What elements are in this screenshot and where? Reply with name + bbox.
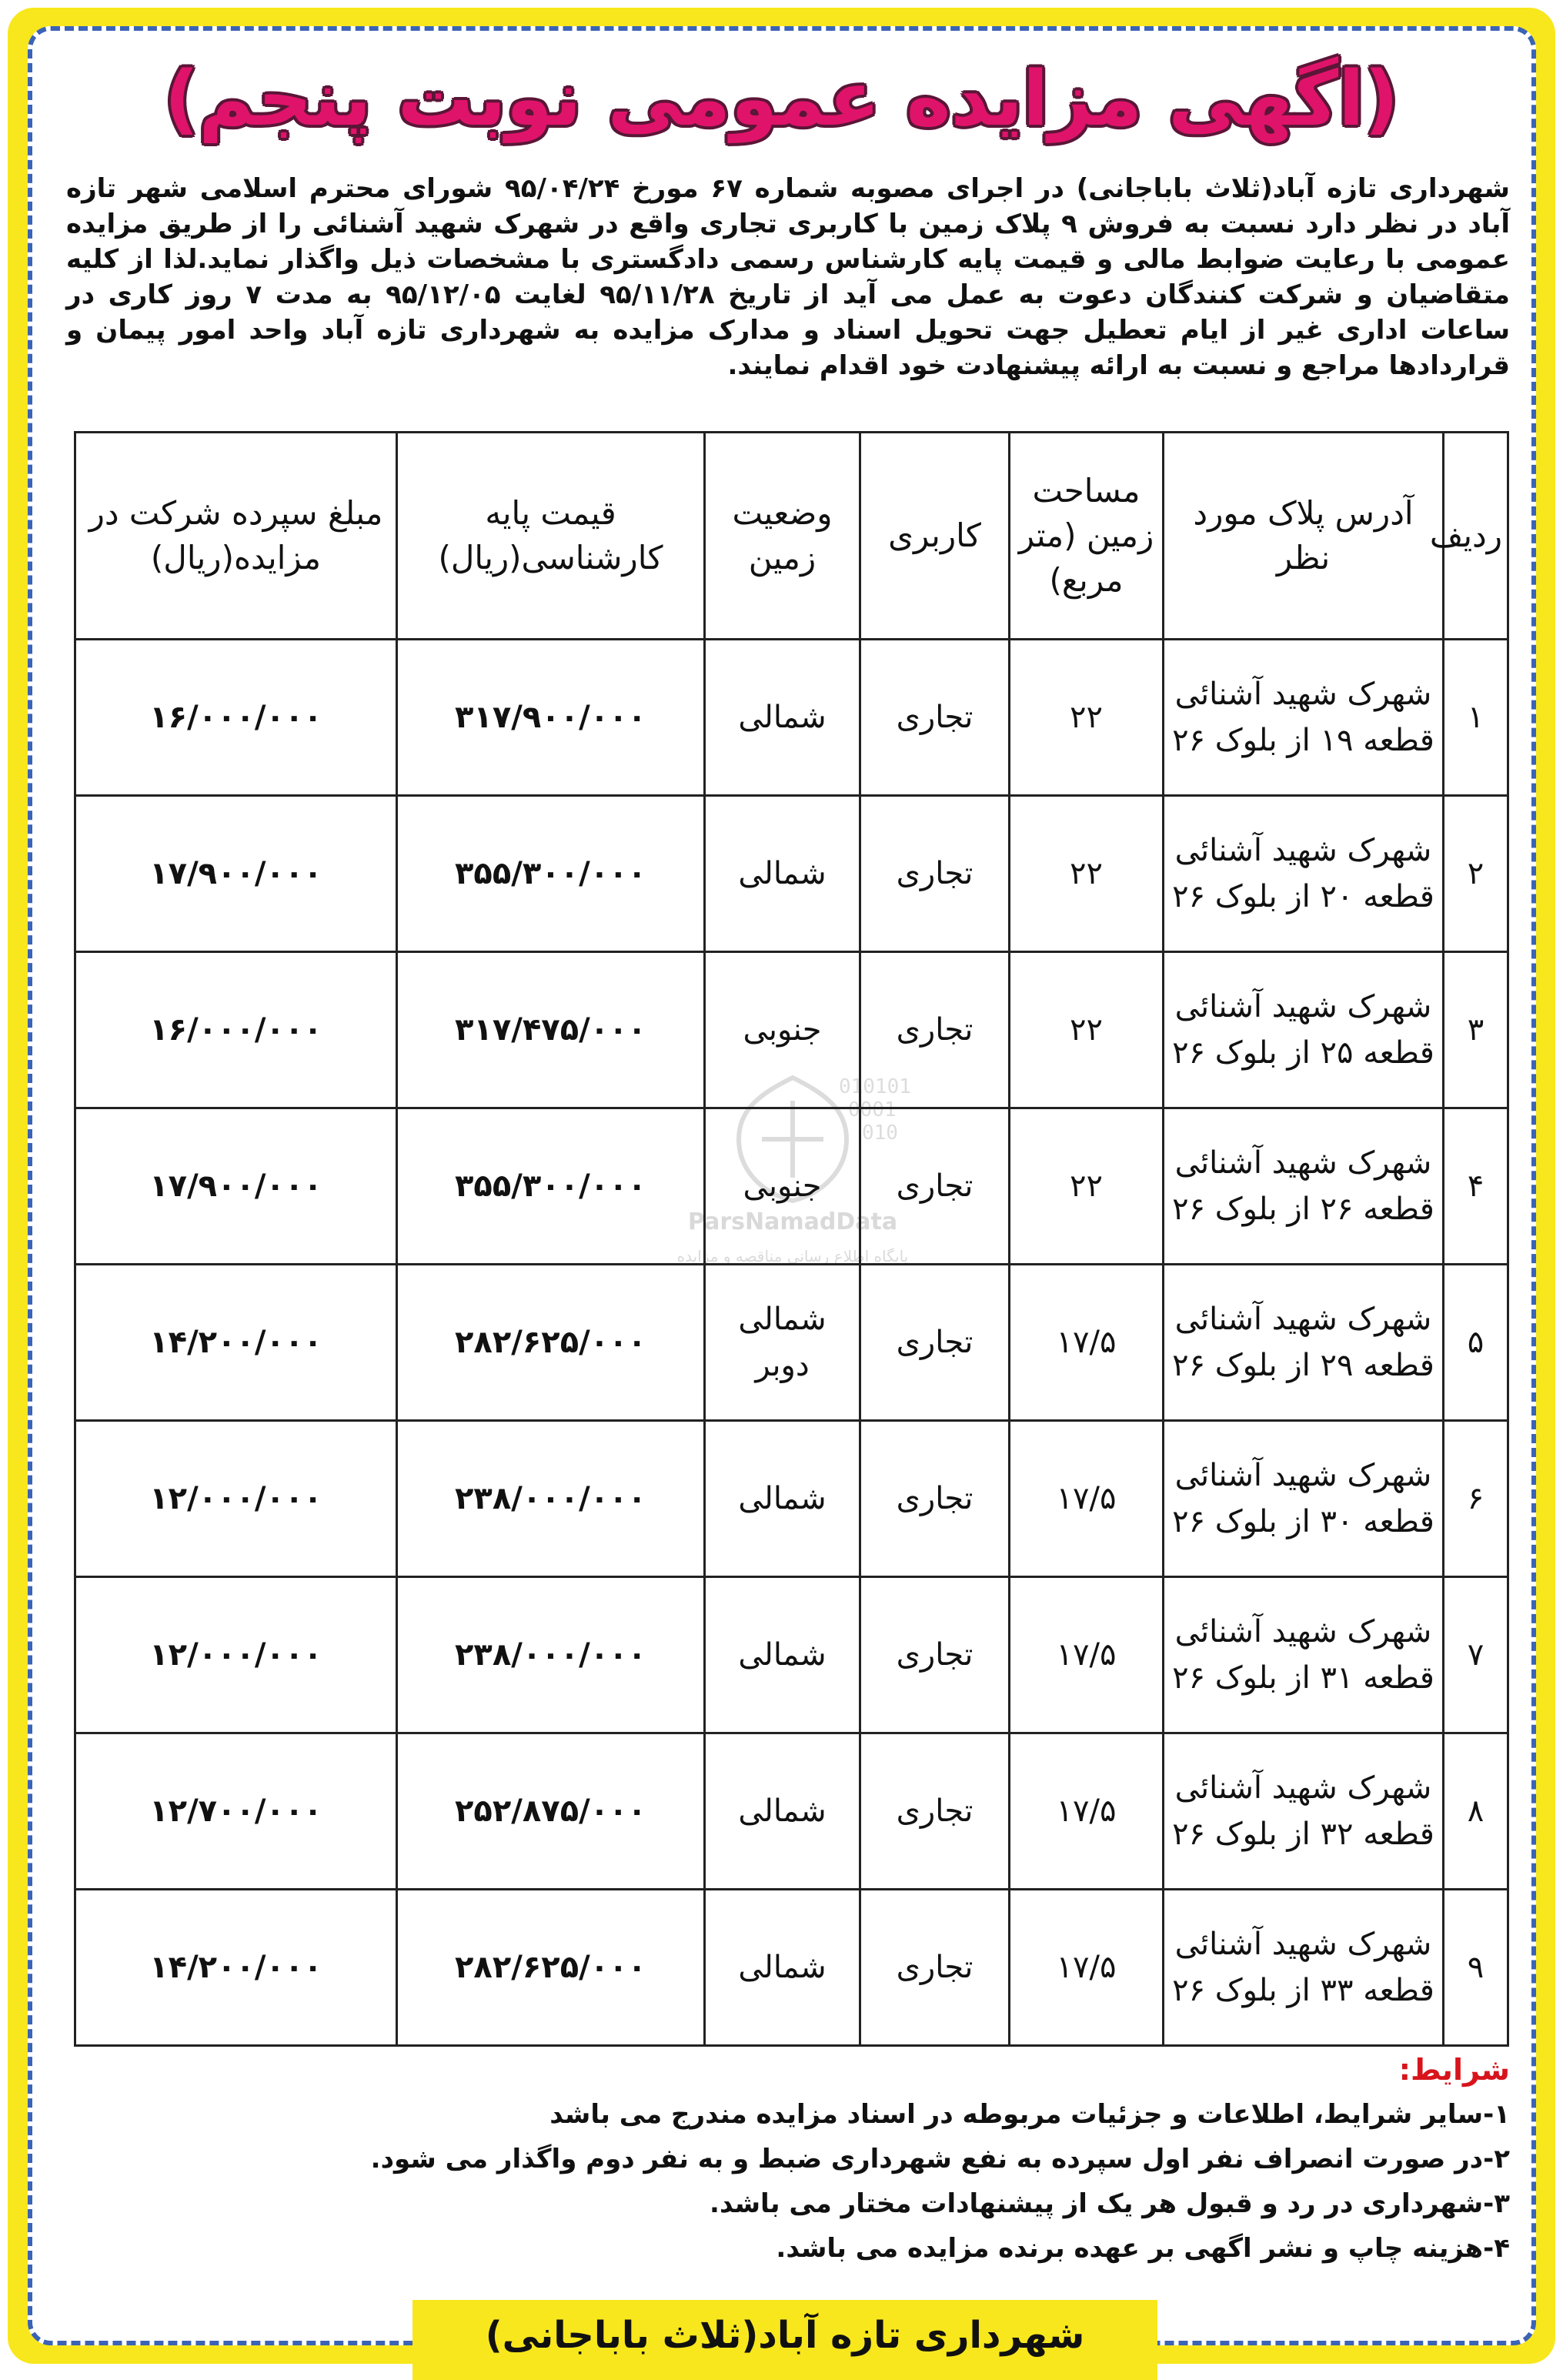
cell-use: تجاری (860, 1890, 1010, 2046)
cell-use: تجاری (860, 952, 1010, 1108)
cell-base-price: ۳۱۷/۹۰۰/۰۰۰ (397, 640, 705, 796)
table-row (75, 1265, 1508, 1421)
conditions-heading: شرایط: (1398, 2053, 1510, 2087)
svg-text:0001: 0001 (848, 1098, 897, 1121)
cell-row-number: ۹ (1444, 1890, 1508, 2046)
table-row (75, 952, 1508, 1108)
cell-use: تجاری (860, 1421, 1010, 1577)
cell-row-number: ۶ (1444, 1421, 1508, 1577)
cell-deposit: ۱۶/۰۰۰/۰۰۰ (75, 640, 397, 796)
svg-text:010101: 010101 (839, 1075, 911, 1098)
header-deposit: مبلغ سپرده شرکت در مزایده(ریال) (75, 433, 397, 640)
cell-row-number: ۳ (1444, 952, 1508, 1108)
cell-deposit: ۱۷/۹۰۰/۰۰۰ (75, 796, 397, 952)
cell-deposit: ۱۲/۷۰۰/۰۰۰ (75, 1733, 397, 1890)
header-status: وضعیت زمین (705, 433, 860, 640)
cell-address: شهرک شهید آشنائی قطعه ۱۹ از بلوک ۲۶ (1164, 640, 1444, 796)
auction-table (74, 431, 1509, 2047)
watermark-tagline: پایگاه اطلاع رسانی مناقصه و مزایده (676, 1247, 909, 1265)
cell-status: جنوبی (705, 1108, 860, 1265)
cell-area: ۲۲ (1010, 952, 1164, 1108)
cell-deposit: ۱۷/۹۰۰/۰۰۰ (75, 1108, 397, 1265)
cell-address: شهرک شهید آشنائی قطعه ۳۰ از بلوک ۲۶ (1164, 1421, 1444, 1577)
cell-base-price: ۳۵۵/۳۰۰/۰۰۰ (397, 1108, 705, 1265)
cell-area: ۱۷/۵ (1010, 1733, 1164, 1890)
cell-use: تجاری (860, 1108, 1010, 1265)
cell-status: شمالی (705, 796, 860, 952)
cell-area: ۱۷/۵ (1010, 1421, 1164, 1577)
cell-base-price: ۳۱۷/۴۷۵/۰۰۰ (397, 952, 705, 1108)
svg-text:010: 010 (862, 1121, 898, 1145)
cell-base-price: ۲۸۲/۶۲۵/۰۰۰ (397, 1890, 705, 2046)
cell-deposit: ۱۲/۰۰۰/۰۰۰ (75, 1577, 397, 1733)
cell-address: شهرک شهید آشنائی قطعه ۳۱ از بلوک ۲۶ (1164, 1577, 1444, 1733)
cell-area: ۲۲ (1010, 1108, 1164, 1265)
table-row (75, 1890, 1508, 2046)
cell-address: شهرک شهید آشنائی قطعه ۳۳ از بلوک ۲۶ (1164, 1890, 1444, 2046)
cell-use: تجاری (860, 1733, 1010, 1890)
cell-row-number: ۴ (1444, 1108, 1508, 1265)
cell-status: شمالی (705, 1733, 860, 1890)
cell-status: شمالی (705, 1890, 860, 2046)
cell-use: تجاری (860, 796, 1010, 952)
conditions-section (66, 2047, 1510, 2271)
header-address: آدرس پلاک مورد نظر (1164, 433, 1444, 640)
header-area: مساحت زمین (متر مربع) (1010, 433, 1164, 640)
cell-base-price: ۲۸۲/۶۲۵/۰۰۰ (397, 1265, 705, 1421)
cell-use: تجاری (860, 1577, 1010, 1733)
cell-deposit: ۱۲/۰۰۰/۰۰۰ (75, 1421, 397, 1577)
cell-base-price: ۲۵۲/۸۷۵/۰۰۰ (397, 1733, 705, 1890)
cell-address: شهرک شهید آشنائی قطعه ۲۶ از بلوک ۲۶ (1164, 1108, 1444, 1265)
cell-row-number: ۷ (1444, 1577, 1508, 1733)
cell-address: شهرک شهید آشنائی قطعه ۲۰ از بلوک ۲۶ (1164, 796, 1444, 952)
cell-row-number: ۲ (1444, 796, 1508, 952)
table-row (75, 1108, 1508, 1265)
cell-area: ۲۲ (1010, 796, 1164, 952)
table-header-row (75, 433, 1508, 640)
table-row (75, 796, 1508, 952)
intro-paragraph: شهرداری تازه آباد(ثلاث باباجانی) در اجرای مصوبه شماره ۶۷ مورخ ۹۵/۰۴/۲۴ شورای محترم اسلامی شهر تازه آباد در نظر دارد نسبت به فروش ۹ پلاک زمین با کاربری تجاری واقع در شهرک شهید آشنائی را از طریق مزایده عمومی با رعایت ضوابط مالی و قیمت پایه کارشناس رسمی دادگستری با مشخصات ذیل واگذار نماید.لذا از کلیه متقاضیان و شرکت کنندگان دعوت به عمل می آید از تاریخ ۹۵/۱۱/۲۸ لغایت ۹۵/۱۲/۰۵ به مدت ۷ روز کاری در ساعات اداری غیر از ایام تعطیل جهت تحویل اسناد و مدارک مزایده به شهرداری تازه آباد واحد امور پیمان و قراردادها مراجع و نسبت به ارائه پیشنهادت خود اقدام نمایند. (66, 173, 1510, 381)
cell-status: شمالی دوبر (705, 1265, 860, 1421)
table-row (75, 1421, 1508, 1577)
cell-row-number: ۵ (1444, 1265, 1508, 1421)
table-row (75, 640, 1508, 796)
condition-item: ۱-سایر شرایط، اطلاعات و جزئیات مربوطه در اسناد مزایده مندرج می باشد (549, 2099, 1510, 2130)
condition-item: ۲-در صورت انصراف نفر اول سپرده به نفع شهرداری ضبط و به نفر دوم واگذار می شود. (370, 2144, 1510, 2174)
header-base-price: قیمت پایه کارشناسی(ریال) (397, 433, 705, 640)
header-use: کاربری (860, 433, 1010, 640)
cell-address: شهرک شهید آشنائی قطعه ۳۲ از بلوک ۲۶ (1164, 1733, 1444, 1890)
cell-row-number: ۸ (1444, 1733, 1508, 1890)
cell-status: شمالی (705, 640, 860, 796)
watermark-brand: ParsNamadData (687, 1208, 898, 1235)
cell-status: شمالی (705, 1421, 860, 1577)
table-row (75, 1577, 1508, 1733)
cell-use: تجاری (860, 640, 1010, 796)
cell-address: شهرک شهید آشنائی قطعه ۲۵ از بلوک ۲۶ (1164, 952, 1444, 1108)
cell-status: جنوبی (705, 952, 860, 1108)
cell-row-number: ۱ (1444, 640, 1508, 796)
footer-signature-box (412, 2300, 1157, 2380)
header-row-number: ردیف (1444, 433, 1508, 640)
footer-municipality-name: شهرداری تازه آباد(ثلاث باباجانی) (485, 2314, 1085, 2357)
cell-status: شمالی (705, 1577, 860, 1733)
cell-base-price: ۲۳۸/۰۰۰/۰۰۰ (397, 1577, 705, 1733)
cell-use: تجاری (860, 1265, 1010, 1421)
cell-area: ۱۷/۵ (1010, 1890, 1164, 2046)
cell-base-price: ۳۵۵/۳۰۰/۰۰۰ (397, 796, 705, 952)
cell-base-price: ۲۳۸/۰۰۰/۰۰۰ (397, 1421, 705, 1577)
condition-item: ۴-هزینه چاپ و نشر اگهی بر عهده برنده مزایده می باشد. (776, 2233, 1510, 2264)
ad-title: (اگهی مزایده عمومی نوبت پنجم) (164, 55, 1399, 143)
cell-area: ۲۲ (1010, 640, 1164, 796)
cell-deposit: ۱۶/۰۰۰/۰۰۰ (75, 952, 397, 1108)
table-row (75, 1733, 1508, 1890)
condition-item: ۳-شهرداری در رد و قبول هر یک از پیشنهادات مختار می باشد. (710, 2188, 1510, 2219)
cell-deposit: ۱۴/۲۰۰/۰۰۰ (75, 1890, 397, 2046)
cell-area: ۱۷/۵ (1010, 1577, 1164, 1733)
cell-address: شهرک شهید آشنائی قطعه ۲۹ از بلوک ۲۶ (1164, 1265, 1444, 1421)
cell-deposit: ۱۴/۲۰۰/۰۰۰ (75, 1265, 397, 1421)
cell-area: ۱۷/۵ (1010, 1265, 1164, 1421)
